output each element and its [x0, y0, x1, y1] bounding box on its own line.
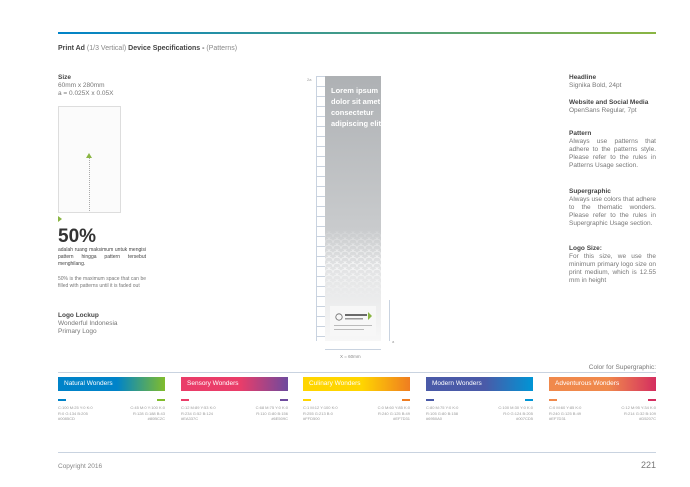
color-values-primary — [58, 405, 106, 422]
color-values-secondary — [117, 405, 165, 422]
color-value: #D5207C — [639, 416, 656, 421]
color-value: C:100 M:25 Y:0 K:0 — [58, 405, 93, 410]
color-value: C:0 M:60 Y:85 K:0 — [549, 405, 582, 410]
color-value: C:12 M:89 Y:53 K:0 — [181, 405, 216, 410]
width-dimension-line — [325, 349, 381, 350]
color-value: R:0 G:124 B:205 — [503, 410, 533, 416]
color-value: C:45 M:0 Y:100 K:0 — [130, 405, 165, 410]
ruler-label: 2a — [307, 77, 312, 82]
logo-lockup-name: Wonderful Indonesia — [58, 320, 118, 327]
color-value: R:110 G:80 B:156 — [256, 410, 288, 416]
spec-text: For this size, we use the minimum primary logo size on print medium, which is 12.55 mm in height — [569, 253, 656, 284]
color-sample-secondary — [525, 399, 533, 401]
color-value: C:80 M:75 Y:0 K:0 — [426, 405, 459, 410]
size-formula: a = 0.025X x 0.05X — [58, 90, 114, 97]
spec-heading: Logo Size: — [569, 245, 602, 252]
palette-swatch: Natural Wonders — [58, 377, 165, 391]
spec-text: OpenSans Regular, 7pt — [569, 107, 637, 114]
logo-lockup-label: Logo Lockup — [58, 312, 99, 319]
spec-text: Always use colors that adhere to the thematic wonders. Please refer to the rules in Supergraphic Usage section. — [569, 196, 656, 227]
palette-swatch: Modern Wonders — [426, 377, 533, 391]
color-value: #80BC2C — [147, 416, 165, 421]
spec-headline — [569, 74, 656, 90]
spec-text: Signika Bold, 24pt — [569, 82, 622, 89]
color-value: C:1 M:12 Y:100 K:0 — [303, 405, 338, 410]
spec-supergraphic — [569, 188, 656, 228]
color-value: #6E509C — [271, 416, 288, 421]
ad-mockup — [325, 76, 381, 341]
spec-pattern — [569, 130, 656, 170]
copyright: Copyright 2016 — [58, 463, 103, 470]
logo-lockup-type: Primary Logo — [58, 328, 97, 335]
color-value: C:0 M:60 Y:85 K:0 — [377, 405, 410, 410]
color-sample-secondary — [157, 399, 165, 401]
color-value: R:234 G:52 B:124 — [181, 410, 214, 416]
color-value: R:214 G:32 B:109 — [623, 410, 656, 416]
color-sample-primary — [426, 399, 434, 401]
color-value: #0085CD — [58, 416, 75, 421]
percent-description-en: 50% is the maximum space that can be filled with patterns until it is faded out — [58, 276, 146, 289]
color-values-secondary — [240, 405, 288, 422]
color-values-primary — [426, 405, 474, 422]
color-value: #FFD500 — [303, 416, 320, 421]
color-sample-primary — [181, 399, 189, 401]
size-label: Size — [58, 74, 72, 81]
spec-heading: Pattern — [569, 130, 592, 137]
page-title: Print Ad (1/3 Vertical) Device Specifications - (Patterns) — [58, 45, 238, 52]
page-number: 221 — [640, 460, 656, 470]
fade-guide — [89, 157, 90, 211]
percent-value: 50% — [58, 226, 97, 247]
footer-rule — [58, 452, 656, 453]
color-value: R:105 G:80 B:158 — [426, 410, 459, 416]
color-values-secondary — [362, 405, 410, 422]
color-values-secondary — [608, 405, 656, 422]
color-value: C:12 M:95 Y:34 K:0 — [621, 405, 656, 410]
palette-swatch: Adventurous Wonders — [549, 377, 656, 391]
width-dimension-label: X = 60mm — [340, 354, 361, 359]
color-value: C:100 M:30 Y:0 K:0 — [498, 405, 533, 410]
wonderful-indonesia-logo — [330, 306, 376, 336]
mini-ad-preview — [58, 106, 121, 213]
color-values-primary — [303, 405, 351, 422]
color-value: #007CD5 — [516, 416, 533, 421]
color-values-primary — [549, 405, 597, 422]
logo-dimension-label: a — [392, 339, 395, 344]
top-rule — [58, 32, 656, 34]
color-value: C:68 M:75 Y:0 K:0 — [255, 405, 288, 410]
ad-headline: Lorem ipsum dolor sit amet consectetur adipiscing elit — [331, 86, 381, 128]
color-value: R:240 G:125 B:49 — [377, 410, 410, 416]
color-value: #EA337C — [181, 416, 199, 421]
spec-logo-size — [569, 245, 656, 285]
color-value: #EF7D31 — [549, 416, 566, 421]
arrow-marker-icon — [58, 216, 62, 222]
color-value: #6950A0 — [426, 416, 443, 421]
color-sample-secondary — [648, 399, 656, 401]
color-values-primary — [181, 405, 229, 422]
palette-rule — [58, 372, 656, 373]
spec-heading: Website and Social Media — [569, 99, 649, 106]
percent-description-id: adalah ruang maksimum untuk mengisi pattern hingga pattern tersebut menghilang. — [58, 247, 146, 267]
color-value: #EF7D31 — [393, 416, 410, 421]
spec-website — [569, 99, 656, 115]
palette-swatch: Culinary Wonders — [303, 377, 410, 391]
color-sample-secondary — [280, 399, 288, 401]
color-sample-primary — [549, 399, 557, 401]
color-value: R:0 G:134 B:205 — [58, 410, 88, 416]
size-value: 60mm x 280mm — [58, 82, 105, 89]
logo-lockup — [58, 312, 168, 336]
palette-swatch: Sensory Wonders — [181, 377, 288, 391]
color-sample-primary — [303, 399, 311, 401]
palette-title: Color for Supergraphic: — [588, 364, 656, 371]
logo-dimension-line — [389, 300, 390, 341]
wave-pattern — [325, 231, 381, 301]
spec-text: Always use patterns that adhere to the patterns style. Please refer to the rules in Patterns Usage section. — [569, 138, 656, 169]
size-block — [58, 74, 168, 98]
triangle-marker-icon — [86, 153, 92, 158]
color-sample-secondary — [402, 399, 410, 401]
spec-heading: Headline — [569, 74, 597, 81]
color-value: R:128 G:188 B:43 — [132, 410, 165, 416]
color-values-secondary — [485, 405, 533, 422]
color-value: R:240 G:125 B:49 — [549, 410, 582, 416]
color-sample-primary — [58, 399, 66, 401]
ruler — [316, 76, 325, 341]
color-value: R:255 G:213 B:0 — [303, 410, 333, 416]
spec-heading: Supergraphic — [569, 188, 611, 195]
